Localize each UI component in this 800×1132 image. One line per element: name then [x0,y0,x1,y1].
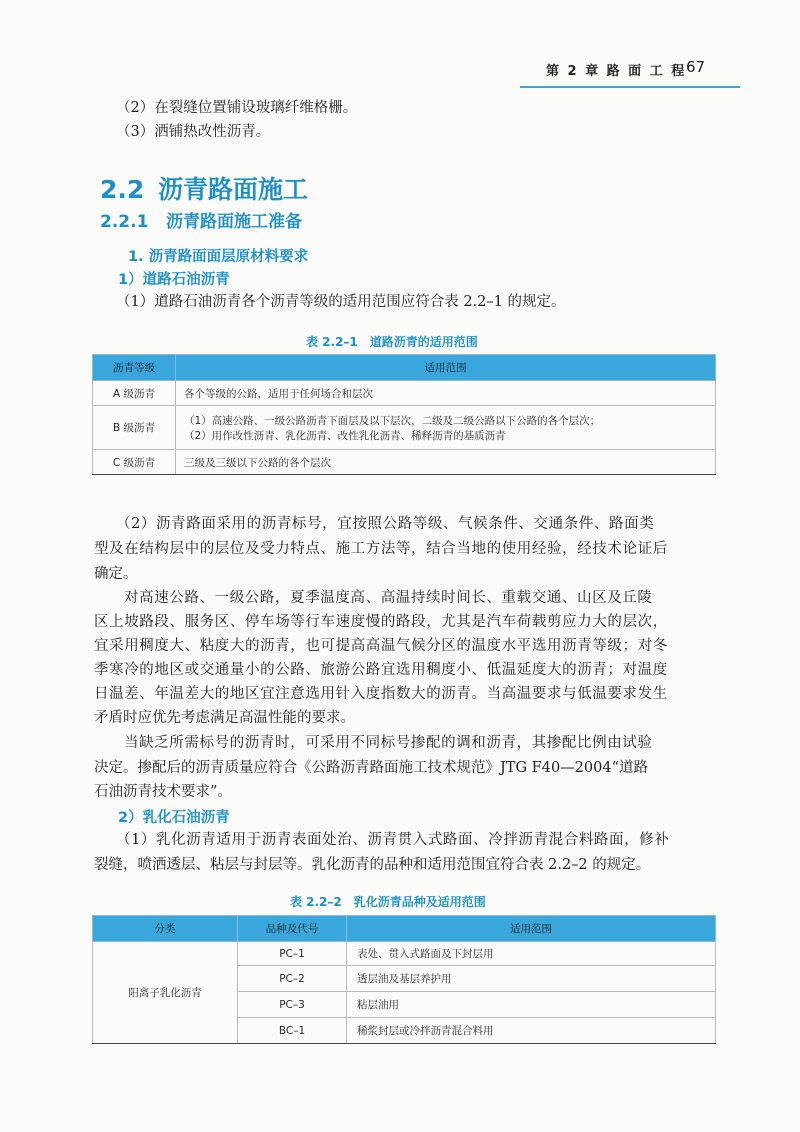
running-header [520,58,740,80]
table-cell-code: PC–2 [238,966,347,992]
table-cell-code: PC–1 [238,942,347,966]
heading-raw-materials: 1. 沥青路面面层原材料要求 [128,249,309,265]
subsection-heading [100,207,302,232]
table-header-row [93,355,716,381]
table-row [93,381,716,406]
table-header: 适用范围 [176,355,716,381]
paragraph-line: 确定。 [94,566,138,582]
table-cell-code: PC–3 [238,992,347,1018]
table1-caption-number: 表 2.2–1 [306,335,358,349]
heading-emulsified-asphalt: 2）乳化石油沥青 [118,810,230,826]
table2-caption-number: 表 2.2–2 [290,895,342,909]
table1-caption [306,333,478,350]
table-header-row [93,916,716,942]
table-cell-scope: 稀浆封层或冷拌沥青混合料用 [347,1018,716,1044]
paragraph: （1）道路石油沥青各个沥青等级的适用范围应符合表 2.2–1 的规定。 [116,294,566,310]
paragraph-line: 当缺乏所需标号的沥青时，可采用不同标号掺配的调和沥青，其掺配比例由试验 [124,735,653,751]
paragraph-line: 对高速公路、一级公路，夏季温度高、高温持续时间长、重载交通、山区及丘陵 [124,590,653,606]
emulsified-asphalt-table [92,915,716,1044]
table-cell-scope: 透层油及基层养护用 [347,966,716,992]
table-cell-scope: 表处、贯入式路面及下封层用 [347,942,716,966]
table-cell-grade: A 级沥青 [93,381,176,406]
paragraph-line: 决定。掺配后的沥青质量应符合《公路沥青路面施工技术规范》JTG F40—2004“道路 [94,760,648,776]
paragraph-line: 裂缝，喷洒透层、粘层与封层等。乳化沥青的品种和适用范围宜符合表 2.2–2 的规定。 [94,857,651,873]
table-cell-scope: 三级及三级以下公路的各个层次 [176,450,716,475]
paragraph-line: （2）沥青路面采用的沥青标号，宜按照公路等级、气候条件、交通条件、路面类 [116,516,655,532]
table-cell-scope [176,406,716,450]
table-row [93,942,716,966]
table2-caption-title: 乳化沥青品种及适用范围 [353,895,486,909]
table1-caption-title: 道路沥青的适用范围 [369,335,478,349]
list-item: （2）在裂缝位置铺设玻璃纤维格栅。 [116,100,358,116]
table-cell-grade: C 级沥青 [93,450,176,475]
list-item: （3）洒铺热改性沥青。 [116,124,271,140]
paragraph-line: 日温差、年温差大的地区宜注意选用针入度指数大的沥青。当高温要求与低温要求发生 [94,686,668,702]
subsection-number: 2.2.1 [100,212,149,232]
asphalt-scope-table [92,354,716,475]
table-header: 分类 [93,916,238,942]
paragraph-line: 矛盾时应优先考虑满足高温性能的要求。 [94,710,355,726]
heading-road-petroleum-asphalt: 1）道路石油沥青 [118,272,230,288]
paragraph-line: 季寒冷的地区或交通量小的公路、旅游公路宜选用稠度小、低温延度大的沥青；对温度 [94,662,668,678]
table-cell-code: BC–1 [238,1018,347,1044]
table-header: 品种及代号 [238,916,347,942]
paragraph-line: 型及在结构层中的层位及受力特点、施工方法等，结合当地的使用经验，经技术论证后 [94,541,668,557]
table-cell-scope: 各个等级的公路，适用于任何场合和层次 [176,381,716,406]
section-number: 2.2 [100,175,145,204]
paragraph-line: （1）乳化沥青适用于沥青表面处治、沥青贯入式路面、冷拌沥青混合料路面，修补 [116,832,670,848]
scope-line: （2）用作改性沥青、乳化沥青、改性乳化沥青、稀释沥青的基质沥青 [184,429,506,442]
table-cell-grade: B 级沥青 [93,406,176,450]
page-number: 67 [686,58,706,76]
scope-line: （1）高速公路、一级公路沥青下面层及以下层次，二级及二级公路以下公路的各个层次； [184,414,601,427]
table-row [93,406,716,450]
table-cell-scope: 粘层油用 [347,992,716,1018]
chapter-label: 第 2 章 路 面 工 程 [546,64,687,79]
subsection-title: 沥青路面施工准备 [166,212,302,232]
table-header: 适用范围 [347,916,716,942]
header-rule [520,86,740,88]
table-header: 沥青等级 [93,355,176,381]
table2-caption [290,893,486,910]
section-heading [100,170,308,206]
table-row [93,450,716,475]
section-title: 沥青路面施工 [158,175,309,204]
paragraph-line: 石油沥青技术要求”。 [94,784,232,800]
paragraph-line: 宜采用稠度大、粘度大的沥青，也可提高高温气候分区的温度水平选用沥青等级；对冬 [94,638,668,654]
table-cell-category: 阳离子乳化沥青 [93,942,238,1044]
paragraph-line: 区上坡路段、服务区、停车场等行车速度慢的路段，尤其是汽车荷载剪应力大的层次， [94,614,668,630]
